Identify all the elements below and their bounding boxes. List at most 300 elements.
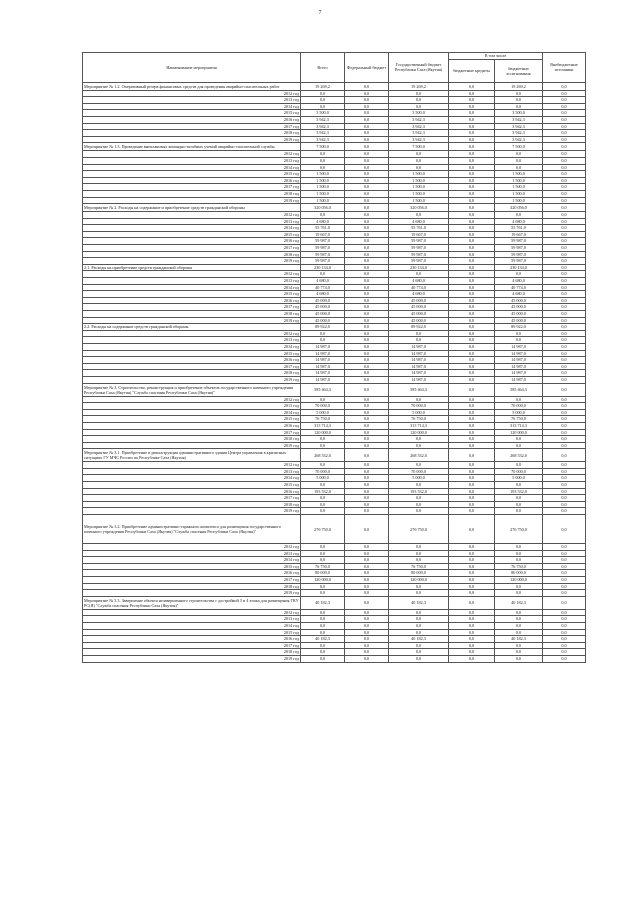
- value-cell: 0,0: [449, 544, 495, 551]
- value-cell: 0,0: [495, 436, 543, 443]
- table-row: [83, 350, 586, 357]
- value-cell: 0,0: [345, 337, 389, 344]
- value-cell: 0,0: [389, 164, 449, 171]
- table-row: [83, 225, 586, 232]
- table-row: [83, 297, 586, 304]
- value-cell: 0,0: [543, 245, 586, 252]
- value-cell: 0,0: [345, 544, 389, 551]
- table-row: [83, 177, 586, 184]
- table-row: [83, 157, 586, 164]
- value-cell: 0,0: [389, 649, 449, 656]
- item-summary-cell: 7 500,0: [301, 143, 345, 151]
- value-cell: 3 942,3: [301, 123, 345, 130]
- header-allocations: бюджетные ассигнования: [495, 59, 543, 82]
- value-cell: 0,0: [301, 330, 345, 337]
- table-row: [83, 616, 586, 623]
- value-cell: 0,0: [449, 258, 495, 265]
- value-cell: 0,0: [345, 409, 389, 416]
- value-cell: 0,0: [449, 164, 495, 171]
- value-cell: 0,0: [449, 116, 495, 123]
- value-cell: 0,0: [543, 442, 586, 449]
- value-cell: 0,0: [543, 416, 586, 423]
- item-title: Мероприятие № 3. Строительство, реконструкция и приобретение объектов государственного казенного учреждения Республики Саха (Якутия) "Служба спасения Республики Саха (Якутия)": [83, 383, 301, 396]
- value-cell: 0,0: [301, 649, 345, 656]
- value-cell: 14 987,0: [389, 376, 449, 383]
- value-cell: 0,0: [495, 550, 543, 557]
- value-cell: 0,0: [495, 442, 543, 449]
- value-cell: 0,0: [495, 157, 543, 164]
- value-cell: 76 750,0: [389, 563, 449, 570]
- value-cell: 0,0: [345, 284, 389, 291]
- value-cell: 0,0: [449, 409, 495, 416]
- table-row-item: [83, 449, 586, 462]
- item-summary-cell: 0,0: [543, 204, 586, 212]
- value-cell: 0,0: [543, 130, 586, 137]
- value-cell: 0,0: [543, 563, 586, 570]
- value-cell: 0,0: [495, 462, 543, 469]
- value-cell: 0,0: [449, 212, 495, 219]
- value-cell: 0,0: [345, 251, 389, 258]
- year-cell: 2014 год: [83, 103, 301, 110]
- year-cell: 2014 год: [83, 225, 301, 232]
- value-cell: 0,0: [301, 337, 345, 344]
- value-cell: 0,0: [449, 429, 495, 436]
- value-cell: 5 000,0: [301, 475, 345, 482]
- value-cell: 14 987,0: [389, 343, 449, 350]
- value-cell: 0,0: [449, 508, 495, 515]
- item-summary-cell: 0,0: [543, 264, 586, 271]
- table-row: [83, 238, 586, 245]
- item-summary-cell: 0,0: [449, 264, 495, 271]
- item-title: 2.2. Расходы на содержание средств гражданской обороны: [83, 324, 301, 331]
- value-cell: 313 714,3: [389, 422, 449, 429]
- value-cell: 0,0: [389, 151, 449, 158]
- value-cell: 0,0: [345, 636, 389, 643]
- year-cell: 2017 год: [83, 304, 301, 311]
- table-row-item: [83, 204, 586, 212]
- value-cell: 0,0: [345, 164, 389, 171]
- value-cell: 0,0: [345, 557, 389, 564]
- value-cell: 0,0: [543, 258, 586, 265]
- value-cell: 0,0: [301, 462, 345, 469]
- value-cell: 0,0: [543, 550, 586, 557]
- year-cell: 2017 год: [83, 495, 301, 502]
- value-cell: 0,0: [301, 629, 345, 636]
- value-cell: 0,0: [345, 563, 389, 570]
- item-summary-cell: 276 750,0: [301, 515, 345, 544]
- value-cell: 1 500,0: [301, 190, 345, 197]
- value-cell: 0,0: [389, 157, 449, 164]
- value-cell: 76 750,0: [389, 416, 449, 423]
- value-cell: 0,0: [345, 416, 389, 423]
- value-cell: 0,0: [449, 177, 495, 184]
- value-cell: 14 987,0: [495, 343, 543, 350]
- value-cell: 4 680,0: [301, 218, 345, 225]
- year-cell: 2018 год: [83, 649, 301, 656]
- value-cell: 0,0: [345, 245, 389, 252]
- item-title: Мероприятие № 1.2. Оперативный резерв финансовых средств для проведения аварийно-спасательных работ: [83, 82, 301, 90]
- value-cell: 70 000,0: [301, 468, 345, 475]
- value-cell: 14 987,0: [389, 357, 449, 364]
- value-cell: 0,0: [345, 184, 389, 191]
- item-summary-cell: 230 134,0: [389, 264, 449, 271]
- value-cell: 3 942,3: [495, 130, 543, 137]
- value-cell: 76 750,0: [495, 416, 543, 423]
- item-summary-cell: 0,0: [543, 82, 586, 90]
- value-cell: 5 000,0: [495, 409, 543, 416]
- table-row: [83, 501, 586, 508]
- value-cell: 0,0: [389, 337, 449, 344]
- value-cell: 0,0: [543, 570, 586, 577]
- value-cell: 0,0: [301, 583, 345, 590]
- value-cell: 0,0: [301, 544, 345, 551]
- table-row: [83, 291, 586, 298]
- table-row: [83, 311, 586, 318]
- value-cell: 59 987,0: [389, 238, 449, 245]
- value-cell: 0,0: [345, 468, 389, 475]
- value-cell: 0,0: [449, 590, 495, 597]
- value-cell: 0,0: [389, 271, 449, 278]
- value-cell: 0,0: [389, 442, 449, 449]
- value-cell: 0,0: [449, 642, 495, 649]
- year-cell: 2015 год: [83, 482, 301, 489]
- value-cell: 0,0: [495, 212, 543, 219]
- year-cell: 2016 год: [83, 238, 301, 245]
- year-cell: 2016 год: [83, 422, 301, 429]
- value-cell: 59 987,0: [495, 238, 543, 245]
- table-row: [83, 90, 586, 97]
- item-summary-cell: 0,0: [449, 204, 495, 212]
- value-cell: 59 987,0: [389, 245, 449, 252]
- item-summary-cell: 7 500,0: [495, 143, 543, 151]
- value-cell: 0,0: [301, 442, 345, 449]
- value-cell: 0,0: [389, 557, 449, 564]
- year-cell: 2017 год: [83, 577, 301, 584]
- value-cell: 45 000,0: [389, 304, 449, 311]
- value-cell: 0,0: [543, 655, 586, 662]
- value-cell: 0,0: [301, 501, 345, 508]
- value-cell: 40 182,3: [495, 636, 543, 643]
- item-summary-cell: 0,0: [449, 383, 495, 396]
- table-row: [83, 197, 586, 204]
- value-cell: 0,0: [449, 151, 495, 158]
- item-summary-cell: 0,0: [345, 82, 389, 90]
- value-cell: 1 500,0: [495, 197, 543, 204]
- year-cell: 2018 год: [83, 501, 301, 508]
- value-cell: 0,0: [389, 212, 449, 219]
- value-cell: 1 500,0: [389, 177, 449, 184]
- value-cell: 45 000,0: [495, 311, 543, 318]
- value-cell: 0,0: [543, 488, 586, 495]
- item-summary-cell: 0,0: [449, 449, 495, 462]
- value-cell: 0,0: [449, 616, 495, 623]
- table-row: [83, 422, 586, 429]
- table-row: [83, 337, 586, 344]
- year-cell: 2013 год: [83, 403, 301, 410]
- value-cell: 0,0: [301, 655, 345, 662]
- table-row: [83, 251, 586, 258]
- item-summary-cell: 0,0: [345, 596, 389, 609]
- value-cell: 0,0: [495, 501, 543, 508]
- value-cell: 14 987,0: [495, 376, 543, 383]
- value-cell: 0,0: [495, 103, 543, 110]
- value-cell: 0,0: [543, 317, 586, 324]
- value-cell: 40 774,0: [495, 284, 543, 291]
- value-cell: 0,0: [449, 251, 495, 258]
- table-row: [83, 370, 586, 377]
- value-cell: 1 500,0: [495, 177, 543, 184]
- item-summary-cell: 0,0: [543, 324, 586, 331]
- value-cell: 0,0: [345, 177, 389, 184]
- value-cell: 0,0: [543, 171, 586, 178]
- year-cell: 2013 год: [83, 278, 301, 285]
- value-cell: 193 532,0: [495, 488, 543, 495]
- year-cell: 2019 год: [83, 442, 301, 449]
- value-cell: 0,0: [345, 136, 389, 143]
- value-cell: 0,0: [543, 357, 586, 364]
- item-summary-cell: 0,0: [449, 596, 495, 609]
- year-cell: 2019 год: [83, 136, 301, 143]
- item-title: Мероприятие № 3.1. Приобретение и реконструкция административного здания Центра управления в кризисных ситуациях ГУ МЧС России по Республике Саха (Якутия): [83, 449, 301, 462]
- table-row: [83, 495, 586, 502]
- value-cell: 80 000,0: [389, 570, 449, 577]
- value-cell: 0,0: [345, 343, 389, 350]
- year-cell: 2015 год: [83, 231, 301, 238]
- value-cell: 59 987,0: [301, 251, 345, 258]
- year-cell: 2016 год: [83, 357, 301, 364]
- value-cell: 76 750,0: [495, 563, 543, 570]
- value-cell: 0,0: [543, 409, 586, 416]
- year-cell: 2018 год: [83, 251, 301, 258]
- year-cell: 2013 год: [83, 157, 301, 164]
- table-row: [83, 642, 586, 649]
- item-summary-cell: 7 500,0: [389, 143, 449, 151]
- value-cell: 0,0: [449, 343, 495, 350]
- value-cell: 0,0: [543, 583, 586, 590]
- value-cell: 40 182,3: [389, 636, 449, 643]
- value-cell: 3 942,3: [389, 130, 449, 137]
- table-row-item: [83, 324, 586, 331]
- value-cell: 40 182,3: [301, 636, 345, 643]
- value-cell: 0,0: [449, 171, 495, 178]
- value-cell: 0,0: [543, 350, 586, 357]
- value-cell: 0,0: [345, 570, 389, 577]
- value-cell: 0,0: [543, 616, 586, 623]
- table-row: [83, 136, 586, 143]
- header-credits: бюджетные кредиты: [449, 59, 495, 82]
- value-cell: 0,0: [449, 197, 495, 204]
- value-cell: 0,0: [345, 190, 389, 197]
- value-cell: 19 667,0: [495, 231, 543, 238]
- value-cell: 0,0: [449, 622, 495, 629]
- table-row: [83, 462, 586, 469]
- value-cell: 14 987,0: [301, 363, 345, 370]
- value-cell: 0,0: [389, 103, 449, 110]
- value-cell: 0,0: [543, 197, 586, 204]
- value-cell: 0,0: [345, 311, 389, 318]
- value-cell: 0,0: [543, 304, 586, 311]
- value-cell: 0,0: [345, 103, 389, 110]
- year-cell: 2013 год: [83, 550, 301, 557]
- value-cell: 0,0: [301, 396, 345, 403]
- item-summary-cell: 276 750,0: [389, 515, 449, 544]
- value-cell: 120 000,0: [495, 429, 543, 436]
- year-cell: 2012 год: [83, 90, 301, 97]
- value-cell: 0,0: [543, 297, 586, 304]
- table-row: [83, 409, 586, 416]
- value-cell: 0,0: [449, 317, 495, 324]
- header-federal: Федеральный бюджет: [345, 53, 389, 83]
- value-cell: 0,0: [301, 590, 345, 597]
- value-cell: 0,0: [449, 304, 495, 311]
- value-cell: 0,0: [543, 238, 586, 245]
- value-cell: 0,0: [543, 622, 586, 629]
- value-cell: 14 987,0: [495, 370, 543, 377]
- value-cell: 0,0: [495, 271, 543, 278]
- table-row: [83, 258, 586, 265]
- value-cell: 0,0: [495, 396, 543, 403]
- year-cell: 2014 год: [83, 284, 301, 291]
- value-cell: 0,0: [543, 557, 586, 564]
- value-cell: 0,0: [543, 370, 586, 377]
- item-summary-cell: 320 056,0: [495, 204, 543, 212]
- value-cell: 5 000,0: [389, 409, 449, 416]
- value-cell: 0,0: [345, 350, 389, 357]
- year-cell: 2018 год: [83, 436, 301, 443]
- value-cell: 0,0: [449, 110, 495, 117]
- value-cell: 0,0: [543, 649, 586, 656]
- year-cell: 2014 год: [83, 475, 301, 482]
- year-cell: 2012 год: [83, 212, 301, 219]
- value-cell: 45 000,0: [301, 304, 345, 311]
- value-cell: 0,0: [543, 284, 586, 291]
- year-cell: 2019 год: [83, 590, 301, 597]
- year-cell: 2016 год: [83, 297, 301, 304]
- year-cell: 2012 год: [83, 462, 301, 469]
- value-cell: 0,0: [449, 370, 495, 377]
- value-cell: 80 000,0: [495, 570, 543, 577]
- value-cell: 0,0: [449, 218, 495, 225]
- value-cell: 0,0: [495, 583, 543, 590]
- value-cell: 1 500,0: [301, 184, 345, 191]
- item-summary-cell: 0,0: [543, 383, 586, 396]
- value-cell: 0,0: [301, 495, 345, 502]
- value-cell: 0,0: [389, 330, 449, 337]
- value-cell: 70 000,0: [301, 403, 345, 410]
- value-cell: 0,0: [543, 103, 586, 110]
- value-cell: 0,0: [543, 508, 586, 515]
- value-cell: 0,0: [345, 583, 389, 590]
- value-cell: 0,0: [495, 508, 543, 515]
- value-cell: 0,0: [345, 110, 389, 117]
- year-cell: 2017 год: [83, 245, 301, 252]
- year-cell: 2014 год: [83, 164, 301, 171]
- value-cell: 0,0: [495, 629, 543, 636]
- value-cell: 0,0: [449, 311, 495, 318]
- value-cell: 0,0: [449, 557, 495, 564]
- value-cell: 0,0: [345, 655, 389, 662]
- item-summary-cell: 276 750,0: [495, 515, 543, 544]
- year-cell: 2014 год: [83, 409, 301, 416]
- value-cell: 0,0: [345, 436, 389, 443]
- value-cell: 14 987,0: [495, 357, 543, 364]
- value-cell: 0,0: [449, 403, 495, 410]
- item-summary-cell: 0,0: [543, 515, 586, 544]
- value-cell: 0,0: [543, 231, 586, 238]
- value-cell: 59 987,0: [301, 238, 345, 245]
- value-cell: 0,0: [543, 495, 586, 502]
- item-summary-cell: 40 182,3: [495, 596, 543, 609]
- value-cell: 14 987,0: [495, 350, 543, 357]
- item-summary-cell: 268 532,0: [301, 449, 345, 462]
- table-row-item: [83, 264, 586, 271]
- value-cell: 0,0: [543, 190, 586, 197]
- value-cell: 0,0: [495, 609, 543, 616]
- value-cell: 0,0: [449, 271, 495, 278]
- value-cell: 0,0: [389, 583, 449, 590]
- table-row-item: [83, 596, 586, 609]
- value-cell: 0,0: [543, 436, 586, 443]
- value-cell: 0,0: [345, 622, 389, 629]
- value-cell: 0,0: [449, 501, 495, 508]
- item-summary-cell: 0,0: [449, 324, 495, 331]
- table-row: [83, 622, 586, 629]
- table-row: [83, 110, 586, 117]
- value-cell: 193 532,0: [301, 488, 345, 495]
- value-cell: 45 000,0: [495, 317, 543, 324]
- year-cell: 2018 год: [83, 190, 301, 197]
- value-cell: 0,0: [449, 278, 495, 285]
- value-cell: 14 987,0: [301, 376, 345, 383]
- value-cell: 0,0: [543, 337, 586, 344]
- value-cell: 76 750,0: [301, 563, 345, 570]
- table-body: [83, 82, 586, 662]
- value-cell: 0,0: [449, 609, 495, 616]
- table-row: [83, 123, 586, 130]
- value-cell: 0,0: [301, 157, 345, 164]
- value-cell: 0,0: [495, 616, 543, 623]
- value-cell: 0,0: [449, 97, 495, 104]
- value-cell: 0,0: [345, 629, 389, 636]
- year-cell: 2014 год: [83, 622, 301, 629]
- item-summary-cell: 320 056,0: [389, 204, 449, 212]
- value-cell: 3 942,3: [495, 123, 543, 130]
- value-cell: 0,0: [449, 583, 495, 590]
- value-cell: 0,0: [301, 622, 345, 629]
- value-cell: 0,0: [345, 482, 389, 489]
- value-cell: 0,0: [495, 97, 543, 104]
- value-cell: 0,0: [389, 462, 449, 469]
- value-cell: 0,0: [345, 297, 389, 304]
- item-summary-cell: 585 464,3: [301, 383, 345, 396]
- value-cell: 0,0: [345, 171, 389, 178]
- value-cell: 0,0: [543, 422, 586, 429]
- table-row: [83, 649, 586, 656]
- value-cell: 0,0: [543, 429, 586, 436]
- value-cell: 0,0: [449, 245, 495, 252]
- table-row: [83, 403, 586, 410]
- value-cell: 0,0: [389, 590, 449, 597]
- header-offbudget: Внебюджетные источники: [543, 53, 586, 83]
- item-title: Мероприятие № 3.2. Приобретение административно-гаражного комплекса для размещения государственного казенного учреждения Республики Саха (Якутия) "Служба спасения Республики Саха (Якутия)": [83, 515, 301, 544]
- item-title: Мероприятие № 1.3. Проведение внеплановых командно-штабных учений аварийно-спасательной службы: [83, 143, 301, 151]
- value-cell: 0,0: [449, 570, 495, 577]
- value-cell: 14 987,0: [301, 370, 345, 377]
- value-cell: 40 774,0: [389, 284, 449, 291]
- value-cell: 0,0: [345, 291, 389, 298]
- value-cell: 4 680,0: [389, 278, 449, 285]
- item-summary-cell: 0,0: [345, 264, 389, 271]
